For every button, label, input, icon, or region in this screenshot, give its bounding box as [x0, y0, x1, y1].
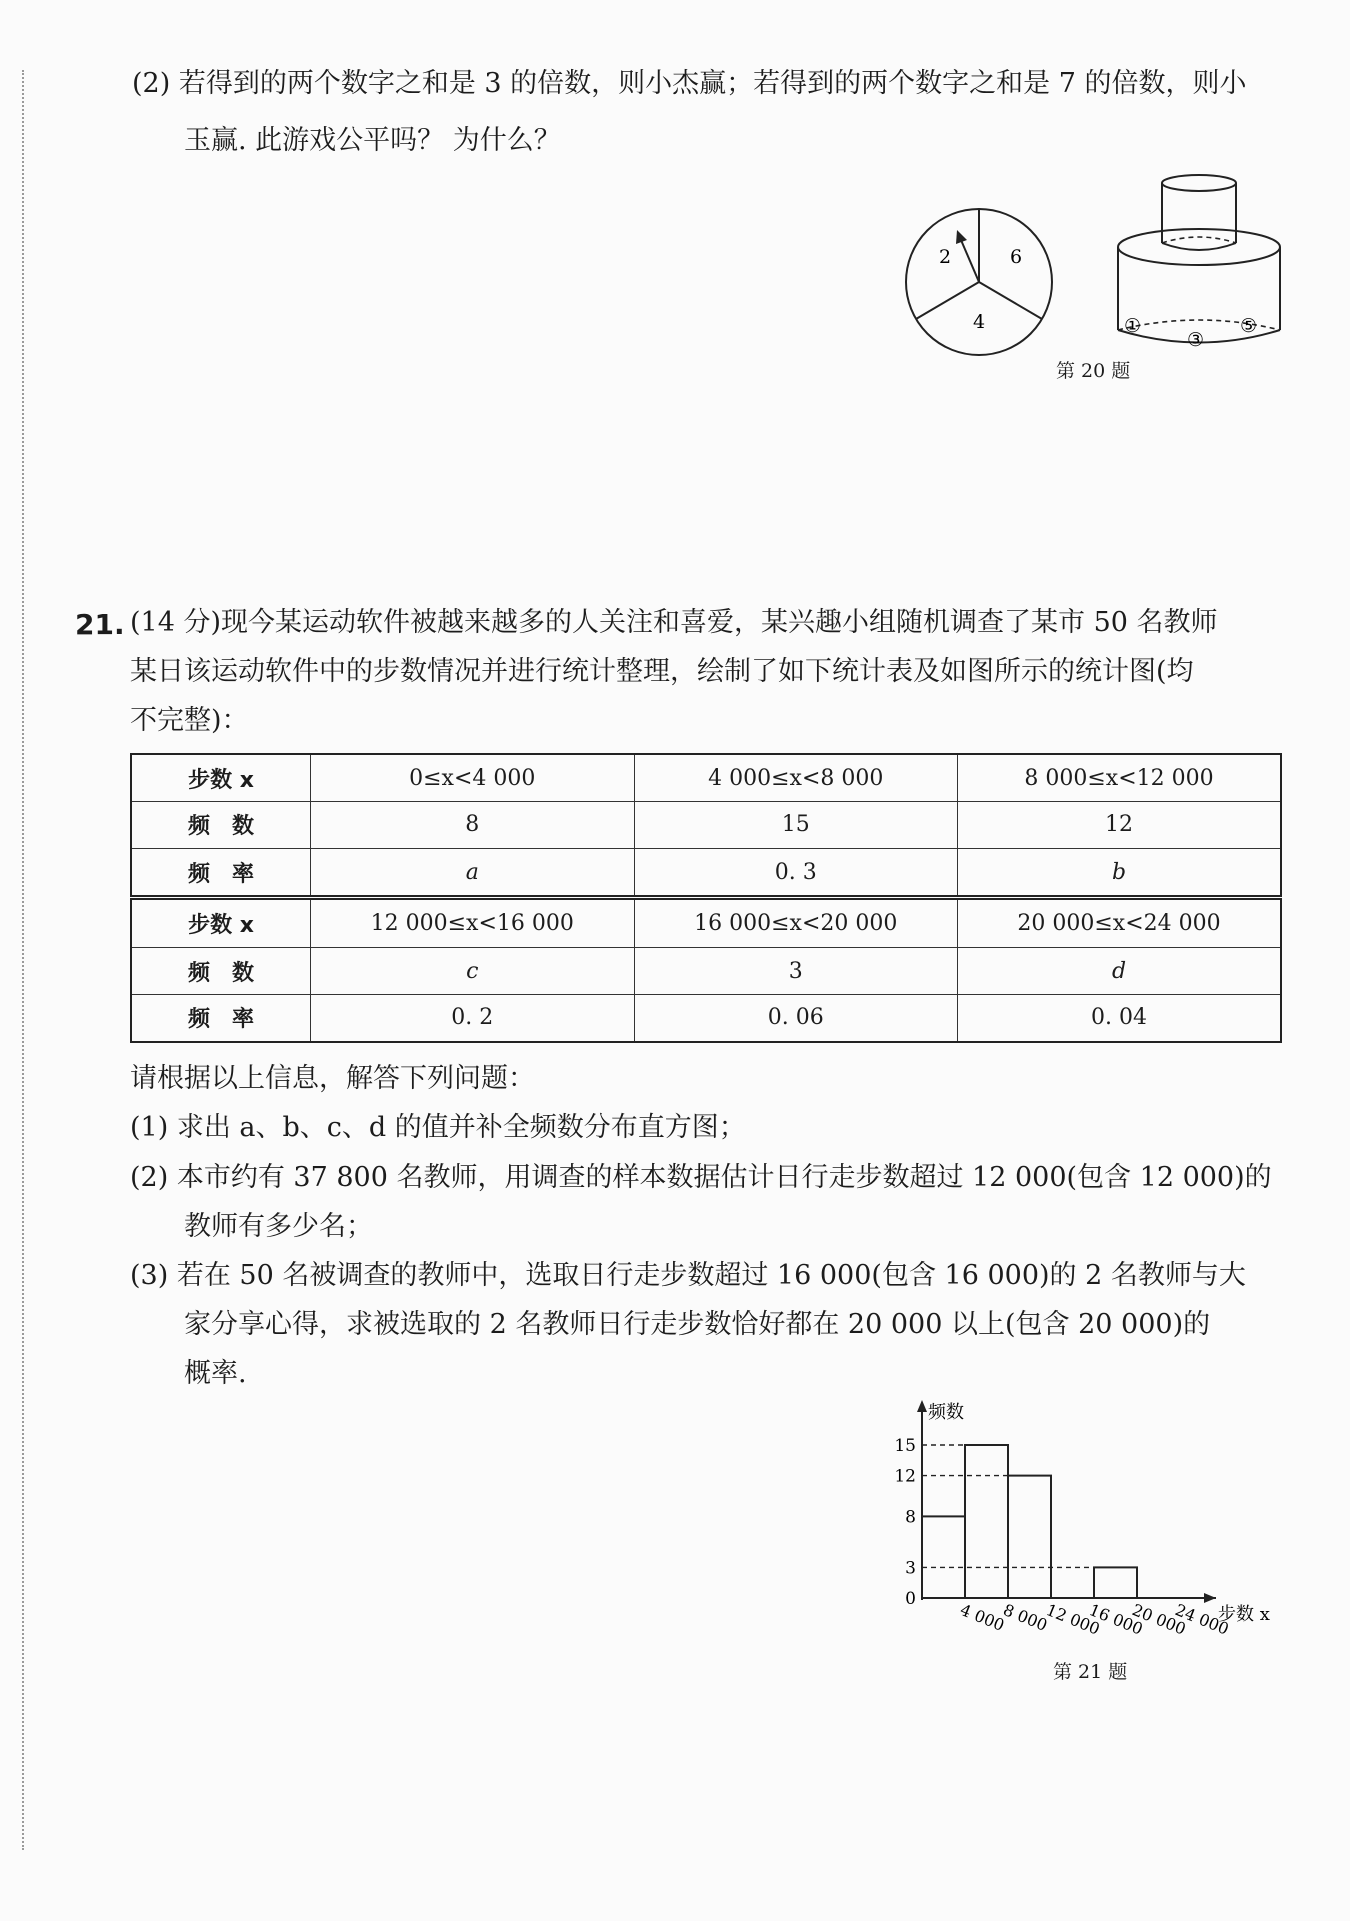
- table-cell: 频 率: [131, 994, 311, 1042]
- x-tick-label: 16 000: [1086, 1600, 1146, 1639]
- histogram-bar: [1008, 1476, 1051, 1598]
- q21-figure-caption: 第 21 题: [1053, 1661, 1128, 1683]
- q21-part3-line3: 概率.: [184, 1358, 247, 1389]
- y-axis-label: 频数: [928, 1402, 964, 1423]
- x-tick-label: 8 000: [1000, 1600, 1051, 1635]
- table-row: [131, 754, 1281, 802]
- spinner-number: 6: [1010, 246, 1023, 268]
- q21-part2-line1: (2) 本市约有 37 800 名教师，用调查的样本数据估计日行走步数超过 12 000(包含 12 000)的: [130, 1162, 1272, 1193]
- x-axis-label: 步数 x: [1218, 1604, 1270, 1625]
- y-tick-label: 12: [894, 1466, 916, 1487]
- y-axis-arrow: [917, 1400, 927, 1412]
- cylinder-figure: [1100, 165, 1300, 365]
- cylinder-label: ③: [1187, 329, 1205, 351]
- table-cell: 0. 3: [634, 848, 958, 898]
- table-row: [131, 848, 1281, 898]
- table-cell: 频 数: [131, 948, 311, 995]
- y-tick-label: 0: [905, 1589, 916, 1609]
- table-cell: d: [958, 948, 1282, 995]
- table-cell: 8: [311, 802, 635, 849]
- table-cell: 0. 04: [958, 994, 1282, 1042]
- cylinder-label: ①: [1124, 315, 1142, 337]
- histogram-bar: [1094, 1567, 1137, 1598]
- spinner-number: 4: [973, 311, 986, 333]
- histogram-bar: [922, 1516, 965, 1598]
- table-cell: 16 000≤x<20 000: [634, 898, 958, 948]
- table-cell: 频 数: [131, 802, 311, 849]
- q21-part3-line1: (3) 若在 50 名被调查的教师中，选取日行走步数超过 16 000(包含 16 000)的 2 名教师与大: [130, 1260, 1246, 1291]
- q21-intro-line3: 不完整)：: [130, 705, 249, 736]
- x-tick-label: 24 000: [1172, 1600, 1232, 1639]
- table-cell: 频 率: [131, 848, 311, 898]
- table-cell: 步数 x: [131, 754, 311, 802]
- x-tick-label: 20 000: [1129, 1600, 1189, 1639]
- q21-part3-line2: 家分享心得，求被选取的 2 名教师日行走步数恰好都在 20 000 以上(包含 20 000)的: [184, 1309, 1211, 1340]
- table-cell: c: [311, 948, 635, 995]
- table-cell: 8 000≤x<12 000: [958, 754, 1282, 802]
- histogram-bar: [965, 1445, 1008, 1598]
- table-cell: 12 000≤x<16 000: [311, 898, 635, 948]
- table-cell: 0. 2: [311, 994, 635, 1042]
- x-tick-label: 12 000: [1043, 1600, 1103, 1639]
- table-row: [131, 898, 1281, 948]
- y-tick-label: 8: [905, 1507, 916, 1528]
- table-cell: b: [958, 848, 1282, 898]
- table-cell: 4 000≤x<8 000: [634, 754, 958, 802]
- cylinder-label: ⑤: [1240, 315, 1258, 337]
- spinner-pointer: [961, 240, 979, 282]
- table-cell: 15: [634, 802, 958, 849]
- table-cell: 20 000≤x<24 000: [958, 898, 1282, 948]
- q20-figure-caption: 第 20 题: [1056, 360, 1131, 382]
- q21-part1: (1) 求出 a、b、c、d 的值并补全频数分布直方图；: [130, 1112, 746, 1143]
- frequency-histogram: [890, 1398, 1290, 1658]
- statistics-table: [130, 753, 1282, 1043]
- q20-part2-line1: (2) 若得到的两个数字之和是 3 的倍数，则小杰赢；若得到的两个数字之和是 7 的倍数，则小: [132, 68, 1247, 99]
- q21-intro-line2: 某日该运动软件中的步数情况并进行统计整理，绘制了如下统计表及如图所示的统计图(均: [130, 656, 1194, 687]
- q20-part2-line2: 玉赢. 此游戏公平吗？ 为什么？: [184, 125, 561, 156]
- table-row: [131, 994, 1281, 1042]
- y-tick-label: 15: [894, 1436, 916, 1456]
- x-tick-label: 4 000: [957, 1600, 1008, 1635]
- table-row: [131, 948, 1281, 995]
- table-cell: a: [311, 848, 635, 898]
- q21-part2-line2: 教师有多少名；: [184, 1211, 373, 1242]
- page-margin-line: [22, 70, 24, 1850]
- q21-intro-line1: (14 分)现今某运动软件被越来越多的人关注和喜爱，某兴趣小组随机调查了某市 50 名教师: [130, 607, 1218, 638]
- table-cell: 步数 x: [131, 898, 311, 948]
- table-cell: 0≤x<4 000: [311, 754, 635, 802]
- q21-number: 21.: [75, 608, 125, 641]
- table-row: [131, 802, 1281, 849]
- table-cell: 3: [634, 948, 958, 995]
- table-cell: 12: [958, 802, 1282, 849]
- spinner-figure: [895, 200, 1065, 365]
- q21-lead: 请根据以上信息，解答下列问题：: [130, 1063, 535, 1094]
- table-cell: 0. 06: [634, 994, 958, 1042]
- y-tick-label: 3: [905, 1558, 916, 1579]
- x-axis-arrow: [1204, 1593, 1216, 1603]
- spinner-number: 2: [939, 246, 952, 268]
